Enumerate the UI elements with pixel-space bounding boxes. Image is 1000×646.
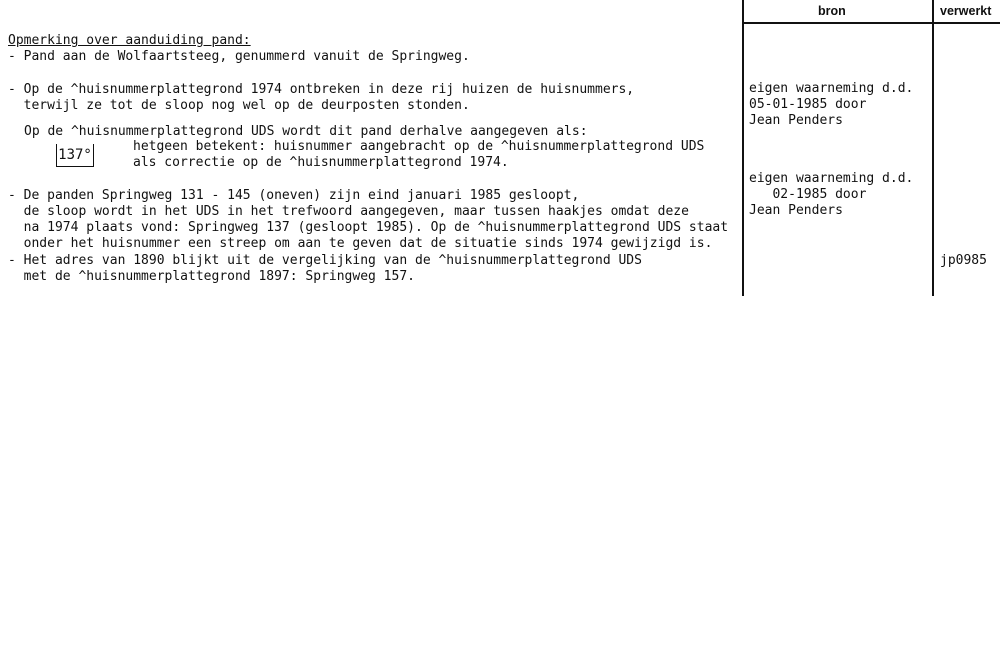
header-rule	[742, 22, 1000, 24]
remark-line: hetgeen betekent: huisnummer aangebracht op de ^huisnummerplattegrond UDS	[133, 139, 705, 154]
remark-line: terwijl ze tot de sloop nog wel op de deurposten stonden.	[8, 98, 470, 113]
bron-entry-line: eigen waarneming d.d.	[749, 171, 914, 186]
column-header-bron: bron	[818, 4, 846, 18]
remark-line: na 1974 plaats vond: Springweg 137 (gesloopt 1985). Op de ^huisnummerplattegrond UDS staat	[8, 220, 729, 235]
remark-line: als correctie op de ^huisnummerplattegrond 1974.	[133, 155, 509, 170]
remark-line: Op de ^huisnummerplattegrond UDS wordt dit pand derhalve aangegeven als:	[24, 124, 588, 139]
remarks-heading: Opmerking over aanduiding pand:	[8, 33, 251, 48]
column-header-verwerkt: verwerkt	[940, 4, 992, 18]
remark-line: onder het huisnummer een streep om aan te geven dat de situatie sinds 1974 gewijzigd is.	[8, 236, 713, 251]
column-divider-left	[742, 0, 744, 296]
remark-line: de sloop wordt in het UDS in het trefwoord aangegeven, maar tussen haakjes omdat deze	[8, 204, 689, 219]
remark-line: - Op de ^huisnummerplattegrond 1974 ontbreken in deze rij huizen de huisnummers,	[8, 82, 635, 97]
remark-line: - De panden Springweg 131 - 145 (oneven) zijn eind januari 1985 gesloopt,	[8, 188, 580, 203]
remark-line: met de ^huisnummerplattegrond 1897: Springweg 157.	[8, 269, 415, 284]
bron-entry-line: eigen waarneming d.d.	[749, 81, 914, 96]
column-divider-right	[932, 0, 934, 296]
remark-line: - Het adres van 1890 blijkt uit de vergelijking van de ^huisnummerplattegrond UDS	[8, 253, 642, 268]
bron-entry-line: 02-1985 door	[749, 187, 867, 202]
bron-entry-line: Jean Penders	[749, 203, 843, 218]
house-number-code: 137°	[56, 144, 94, 167]
remark-line: - Pand aan de Wolfaartsteeg, genummerd vanuit de Springweg.	[8, 49, 470, 64]
bron-entry-line: 05-01-1985 door	[749, 97, 867, 112]
verwerkt-code: jp0985	[940, 253, 987, 268]
bron-entry-line: Jean Penders	[749, 113, 843, 128]
